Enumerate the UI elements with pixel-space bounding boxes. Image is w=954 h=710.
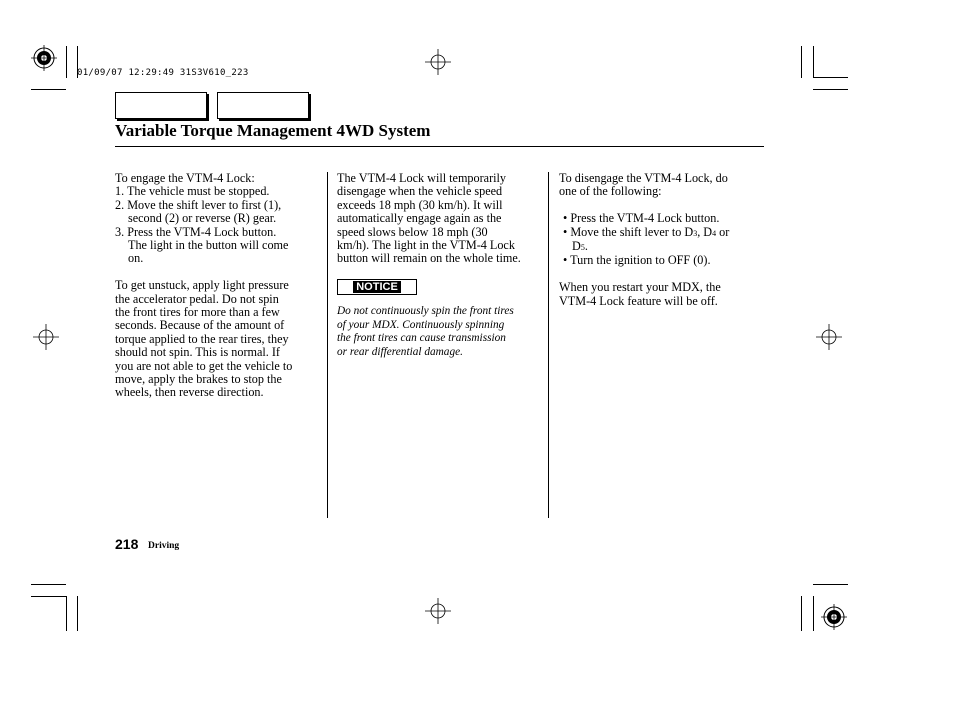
text-line: the accelerator pedal. Do not spin [115, 291, 279, 306]
crosshair-icon [425, 49, 451, 75]
bullet-item: • Turn the ignition to OFF (0). [563, 253, 711, 268]
text-line: exceeds 18 mph (30 km/h). It will [337, 197, 503, 212]
text-line: The VTM-4 Lock will temporarily [337, 171, 507, 185]
header-tab-box [217, 92, 309, 119]
notice-label: NOTICE [353, 281, 401, 293]
registration-target-icon [821, 604, 847, 630]
section-name: Driving [148, 541, 180, 551]
text-line: the front tires can cause transmission [337, 332, 506, 345]
column-disengage [559, 172, 729, 308]
column-engage [115, 172, 292, 400]
text-line: should not spin. This is normal. If [115, 345, 280, 360]
text-line: or rear differential damage. [337, 345, 463, 358]
column-divider [548, 172, 549, 518]
text-line: second (2) or reverse (R) gear. [128, 211, 277, 226]
trim-line [813, 77, 848, 78]
text-line: 2. Move the shift lever to first (1), [115, 197, 282, 212]
column-disengage-speed [337, 172, 521, 266]
crosshair-icon [425, 598, 451, 624]
notice-text [337, 305, 514, 359]
text-line: speed slows below 18 mph (30 [337, 224, 488, 239]
text-line: To get unstuck, apply light pressure [115, 278, 289, 293]
trim-line [66, 596, 67, 631]
trim-line [813, 46, 814, 78]
text-line: of your MDX. Continuously spinning [337, 318, 505, 331]
trim-line [813, 89, 848, 90]
text-line: on. [128, 251, 144, 266]
bullet-item: D5. [572, 239, 588, 254]
trim-line [31, 584, 66, 585]
bullet-item: • Move the shift lever to D3, D4 or [563, 224, 730, 239]
text-line: wheels, then reverse direction. [115, 385, 264, 400]
trim-line [801, 596, 802, 631]
text-line: seconds. Because of the amount of [115, 318, 285, 333]
trim-line [813, 596, 814, 631]
title-rule [115, 146, 764, 147]
notice-badge [337, 279, 417, 295]
trim-line [813, 584, 848, 585]
trim-line [66, 46, 67, 78]
registration-target-icon [31, 45, 57, 71]
text-line: disengage when the vehicle speed [337, 184, 503, 199]
trim-line [31, 596, 66, 597]
text-line: you are not able to get the vehicle to [115, 358, 293, 373]
print-stamp: 01/09/07 12:29:49 31S3V610_223 [77, 68, 249, 78]
text-line: km/h). The light in the VTM-4 Lock [337, 238, 515, 253]
page-number: 218 [115, 536, 139, 552]
text-line: torque applied to the rear tires, they [115, 331, 289, 346]
text-line: To disengage the VTM-4 Lock, do [559, 171, 728, 185]
crosshair-icon [33, 324, 59, 350]
text-line: automatically engage again as the [337, 211, 502, 226]
column-divider [327, 172, 328, 518]
text-line: To engage the VTM-4 Lock: [115, 171, 255, 185]
header-tab-box [115, 92, 207, 119]
trim-line [801, 46, 802, 78]
text-line: When you restart your MDX, the [559, 280, 721, 295]
page-title: Variable Torque Management 4WD System [115, 121, 431, 140]
trim-line [31, 89, 66, 90]
bullet-item: • Press the VTM-4 Lock button. [563, 211, 720, 226]
text-line: one of the following: [559, 184, 662, 199]
trim-line [77, 596, 78, 631]
text-line: Do not continuously spin the front tires [337, 305, 514, 317]
text-line: move, apply the brakes to stop the [115, 372, 282, 387]
text-line: 3. Press the VTM-4 Lock button. [115, 224, 277, 239]
text-line: The light in the button will come [128, 238, 289, 253]
text-line: VTM-4 Lock feature will be off. [559, 293, 718, 308]
text-line: button will remain on the whole time. [337, 251, 521, 266]
text-line: the front tires for more than a few [115, 305, 280, 320]
text-line: 1. The vehicle must be stopped. [115, 184, 270, 199]
crosshair-icon [816, 324, 842, 350]
